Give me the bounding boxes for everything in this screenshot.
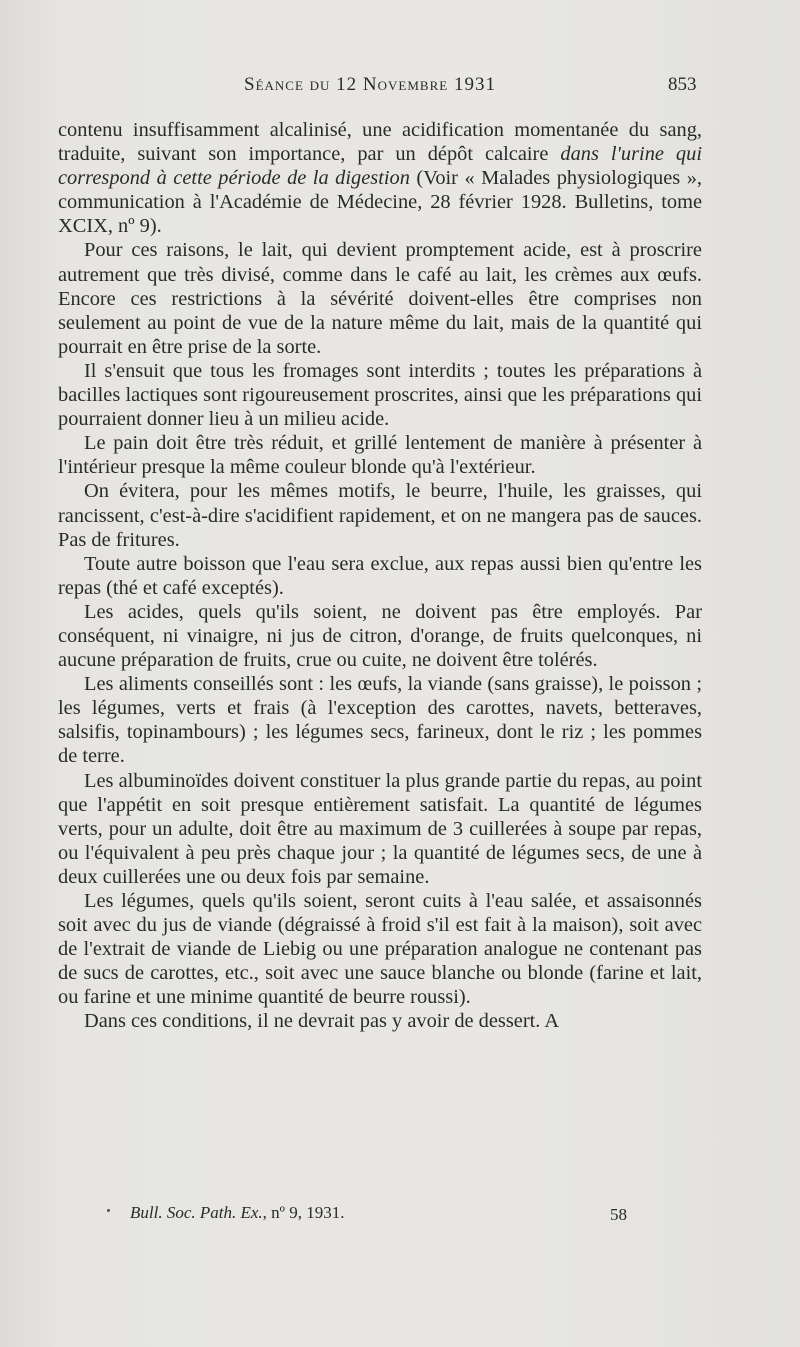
footnote-dot (107, 1209, 110, 1212)
paragraph-p2 (58, 238, 702, 358)
text-run: Les acides, quels qu'ils soient, ne doivent pas être employés. Par conséquent, ni vinaigre, ni jus de citron, d'orange, de fruits quelconques, ni aucune préparation de fruits, crue ou cuite, ne doivent être tolérés. (58, 600, 702, 672)
text-run: Toute autre boisson que l'eau sera exclue, aux repas aussi bien qu'entre les repas (thé et café exceptés). (58, 552, 702, 599)
paragraph-p10 (58, 889, 702, 1009)
paragraph-p6 (58, 552, 702, 600)
text-run: contenu insuffisamment alcalinisé, une acidification momentanée du sang, traduite, suivant son importance, par un dépôt calcaire (58, 119, 702, 166)
italic-text: dans l'urine qui correspond à cette période de la digestion (58, 143, 702, 190)
text-run: Pour ces raisons, le lait, qui devient promptement acide, est à proscrire autrement que très divisé, comme dans le café au lait, les crèmes aux œufs. Encore ces restrictions à la sévérité doivent-elles être comprises non seulement au point de vue de la nature même du lait, mais de la quantité qui pourrait en être prise de la sorte. (58, 239, 702, 358)
journal-name: Bull. Soc. Path. Ex. (130, 1203, 263, 1222)
text-run: (Voir « Malades physiologiques », communication à l'Académie de Médecine, 28 février 1928. Bulletins, tome XCIX, nº 9). (58, 167, 702, 238)
running-head (0, 72, 800, 102)
paragraph-p7 (58, 600, 702, 672)
text-run: On évitera, pour les mêmes motifs, le beurre, l'huile, les graisses, qui rancissent, c'est-à-dire s'acidifient rapidement, et on ne mangera pas de sauces. Pas de fritures. (58, 480, 702, 551)
paragraph-p3 (58, 359, 702, 431)
paragraph-p8 (58, 672, 702, 768)
journal-issue: , nº 9, 1931. (262, 1203, 345, 1222)
text-run: Il s'ensuit que tous les fromages sont interdits ; toutes les préparations à bacilles lactiques sont rigoureusement proscrites, ainsi que les préparations qui pourraient donner lieu à un milieu acide. (58, 359, 702, 431)
page-footer (0, 1201, 800, 1227)
paragraph-p4 (58, 431, 702, 479)
text-run: Les aliments conseillés sont : les œufs, la viande (sans graisse), le poisson ; les légumes, verts et frais (à l'exception des carottes, navets, betteraves, salsifis, topinambours) ; les légumes secs, farineux, dont le riz ; les pommes de terre. (58, 673, 702, 768)
body-text (58, 118, 702, 1034)
paragraph-p11 (58, 1009, 702, 1033)
signature-mark: 58 (610, 1205, 627, 1224)
paragraph-p1 (58, 118, 702, 238)
text-run: Le pain doit être très réduit, et grillé lentement de manière à présenter à l'intérieur presque la même couleur blonde qu'à l'extérieur. (58, 432, 702, 479)
text-run: Dans ces conditions, il ne devrait pas y avoir de dessert. A (84, 1010, 560, 1033)
paragraph-p9 (58, 769, 702, 889)
paragraph-p5 (58, 479, 702, 551)
text-run: Les légumes, quels qu'ils soient, seront cuits à l'eau salée, et assaisonnés soit avec du jus de viande (dégraissé à froid s'il est fait à la maison), soit avec de l'extrait de viande de Liebig ou une préparation analogue ne contenant pas de sucs de carottes, etc., soit avec une sauce blanche ou blonde (farine et lait, ou farine et une minime quantité de beurre roussi). (58, 890, 702, 1009)
page-number: 853 (668, 74, 697, 95)
running-title: Séance du 12 Novembre 1931 (244, 74, 496, 95)
footnote (130, 1203, 344, 1223)
text-run: Les albuminoïdes doivent constituer la plus grande partie du repas, au point que l'appétit en soit presque entièrement satisfait. La quantité de légumes verts, pour un adulte, doit être au maximum de 3 cuillerées à soupe par repas, ou l'équivalent à peu près chaque jour ; la quantité de légumes secs, de une à deux cuillerées une ou deux fois par semaine. (58, 769, 702, 888)
